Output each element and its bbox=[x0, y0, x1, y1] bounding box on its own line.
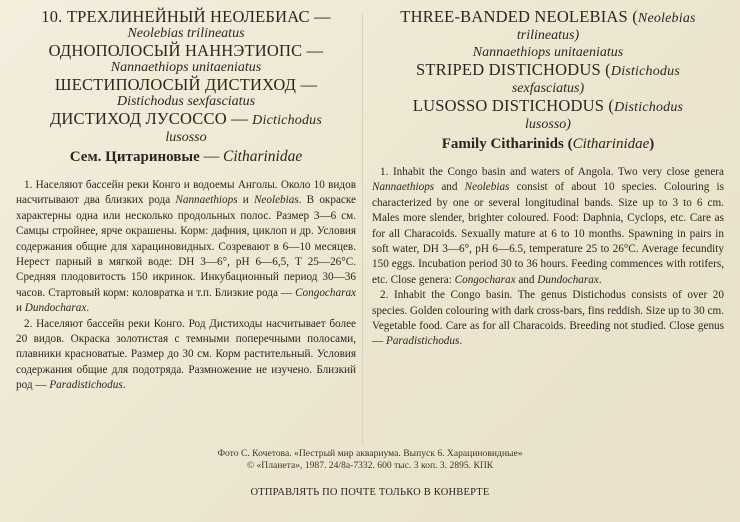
ru-heading-line bbox=[16, 129, 356, 146]
en-text-run: . bbox=[598, 273, 602, 286]
ru-heading-text: Neolebias trilineatus bbox=[127, 26, 245, 41]
ru-text-run: 1. Населяют бассейн реки Конго и водоемы Анголы. Около 10 видов насчитывают два близких рода bbox=[16, 179, 356, 207]
ru-paragraph bbox=[16, 178, 356, 317]
ru-latin-term: Congocharax bbox=[295, 286, 356, 299]
english-column bbox=[372, 8, 724, 350]
ru-text-run: . bbox=[122, 379, 126, 392]
ru-heading-line bbox=[16, 8, 356, 25]
en-heading-line bbox=[372, 116, 724, 133]
publisher-imprint bbox=[150, 448, 590, 471]
ru-heading-text: 10. ТРЕХЛИНЕЙНЫЙ НЕОЛЕБИАС — bbox=[41, 7, 331, 26]
ru-text-run: и bbox=[16, 302, 25, 315]
en-heading-line bbox=[372, 97, 724, 116]
en-heading-close: ) bbox=[579, 81, 585, 96]
ru-latin-term: Dundocharax bbox=[24, 302, 87, 315]
russian-family-name: Сем. Цитариновые bbox=[69, 149, 200, 165]
en-paragraph bbox=[372, 288, 724, 350]
russian-column bbox=[16, 8, 356, 394]
en-text-run: consist of about 10 species. Colouring is characterized by one or several longitudinal bands. Size up to 3 to 6 cm. Males more slender, brighter coloured. Food: Daphnia, Cyclops, etc. Care as for all Characoids. Sexually mature at 6 to 10 months. Spawning in pairs in soft water, DH 3—6°, pH 6—6.5, temperature 25 to 26°C. Average fecundity 150 eggs. Incubation period 30 to 36 hours. Feeding commences with rotifers, etc. Close genera: bbox=[372, 181, 724, 286]
ru-latin-term: Neolebias bbox=[253, 194, 299, 207]
en-heading-text: Nannaethiops unitaeniatus bbox=[472, 45, 624, 60]
en-latin-term: Dundocharax bbox=[537, 273, 599, 286]
russian-family-sep: — bbox=[199, 148, 223, 165]
en-paragraph bbox=[372, 165, 724, 288]
english-family-name: Family Citharinids bbox=[441, 136, 564, 152]
ru-latin-term: Nannaethiops bbox=[175, 194, 238, 207]
ru-heading-line bbox=[16, 25, 356, 42]
en-text-run: and bbox=[515, 273, 538, 286]
en-heading-line bbox=[372, 44, 724, 61]
ru-text-run: 2. Населяют бассейн реки Конго. Род Дистиходы насчитывает более 20 видов. Окраска золотистая с темными поперечными полосами, плавники красноватые. Размер до 30 см. Корм растительный. Условия содержания общие для подотряда. Размножение не изучено. Близкий род — bbox=[16, 317, 356, 392]
ru-heading-text: ДИСТИХОД ЛУСОССО — bbox=[49, 109, 253, 128]
ru-heading-line bbox=[16, 110, 356, 129]
en-heading-latin: Neolebias bbox=[637, 11, 696, 26]
en-heading-line bbox=[372, 80, 724, 97]
ru-heading-line bbox=[16, 93, 356, 110]
en-heading-latin: Distichodus bbox=[610, 64, 680, 79]
en-heading-line bbox=[372, 27, 724, 44]
russian-body-text bbox=[16, 178, 356, 394]
en-heading-line bbox=[372, 61, 724, 80]
ru-latin-term: Paradistichodus bbox=[49, 379, 123, 392]
en-text-run: 1. Inhabit the Congo basin and waters of Angola. Two very close genera bbox=[380, 166, 724, 178]
ru-heading-text: Nannaethiops unitaeniatus bbox=[110, 60, 262, 75]
ru-text-run: и bbox=[237, 194, 254, 207]
en-heading-latin: Distichodus bbox=[614, 100, 684, 115]
ru-heading-text: lusosso bbox=[165, 130, 207, 145]
english-family-end: ) bbox=[649, 136, 655, 152]
ru-heading-latin: Dictichodus bbox=[252, 113, 323, 128]
english-family-sep: ( bbox=[563, 136, 573, 152]
english-body-text bbox=[372, 165, 724, 350]
english-family-latin: Citharinidae bbox=[572, 136, 650, 152]
english-family-line bbox=[372, 135, 724, 153]
ru-heading-text: ШЕСТИПОЛОСЫЙ ДИСТИХОД — bbox=[54, 75, 318, 94]
en-heading-text: STRIPED DISTICHODUS ( bbox=[416, 60, 611, 79]
en-text-run: . bbox=[459, 335, 463, 348]
ru-heading-text: Distichodus sexfasciatus bbox=[116, 94, 256, 109]
ru-text-run: . В окраске характерны одна или несколько продольных полос. Размер 3—6 см. Самцы стройнее, ярче окрашены. Корм: дафния, циклоп и др. Условия содержания общие для харациновидных. Созревают в 6—10 месяцев. Нерест парный в мягкой воде: DH 3—6°, pH 6—6,5, Т 25—26°С. Средняя плодовитость 150 икринок. Инкубационный период 30—36 часов. Стартовый корм: коловратка и т.п. Близкие рода — bbox=[16, 194, 356, 299]
mailing-instruction: ОТПРАВЛЯТЬ ПО ПОЧТЕ ТОЛЬКО В КОНВЕРТЕ bbox=[250, 487, 490, 498]
english-heading bbox=[372, 8, 724, 133]
en-latin-term: Neolebias bbox=[464, 181, 510, 194]
photo-credit: Фото С. Кочетова. «Пестрый мир аквариума. Выпуск 6. Харациновидные» bbox=[217, 448, 523, 459]
russian-family-latin: Citharinidae bbox=[223, 148, 303, 165]
en-heading-text: sexfasciatus bbox=[511, 81, 580, 96]
en-heading-text: THREE-BANDED NEOLEBIAS ( bbox=[400, 7, 638, 26]
ru-paragraph bbox=[16, 317, 356, 394]
en-text-run: 2. Inhabit the Congo basin. The genus Distichodus consists of over 20 species. Golden colouring with dark cross-bars, fins reddish. Size up to 30 cm. Vegetable food. Care as for all Characoids. Breeding not studied. Close genus — bbox=[372, 289, 724, 348]
ru-heading-line bbox=[16, 42, 356, 59]
russian-family-line bbox=[16, 148, 356, 166]
ru-heading-line bbox=[16, 59, 356, 76]
en-heading-text: LUSOSSO DISTICHODUS ( bbox=[412, 96, 615, 115]
en-heading-text: lusosso bbox=[525, 117, 567, 132]
en-heading-text: trilineatus bbox=[516, 28, 575, 43]
column-divider bbox=[362, 14, 363, 444]
en-heading-line bbox=[372, 8, 724, 27]
en-heading-close: ) bbox=[574, 28, 580, 43]
en-text-run: and bbox=[434, 181, 465, 194]
en-latin-term: Congocharax bbox=[454, 273, 516, 286]
copyright-line: © «Планета», 1987. 24/8а-7332. 600 тыс. 3 коп. 3. 2895. КПК bbox=[246, 459, 494, 471]
ru-text-run: . bbox=[86, 302, 90, 315]
ru-heading-line bbox=[16, 76, 356, 93]
ru-heading-text: ОДНОПОЛОСЫЙ НАННЭТИОПС — bbox=[48, 41, 324, 60]
en-heading-close: ) bbox=[566, 117, 571, 132]
en-latin-term: Nannaethiops bbox=[372, 181, 435, 194]
en-latin-term: Paradistichodus bbox=[385, 335, 460, 348]
russian-heading bbox=[16, 8, 356, 146]
